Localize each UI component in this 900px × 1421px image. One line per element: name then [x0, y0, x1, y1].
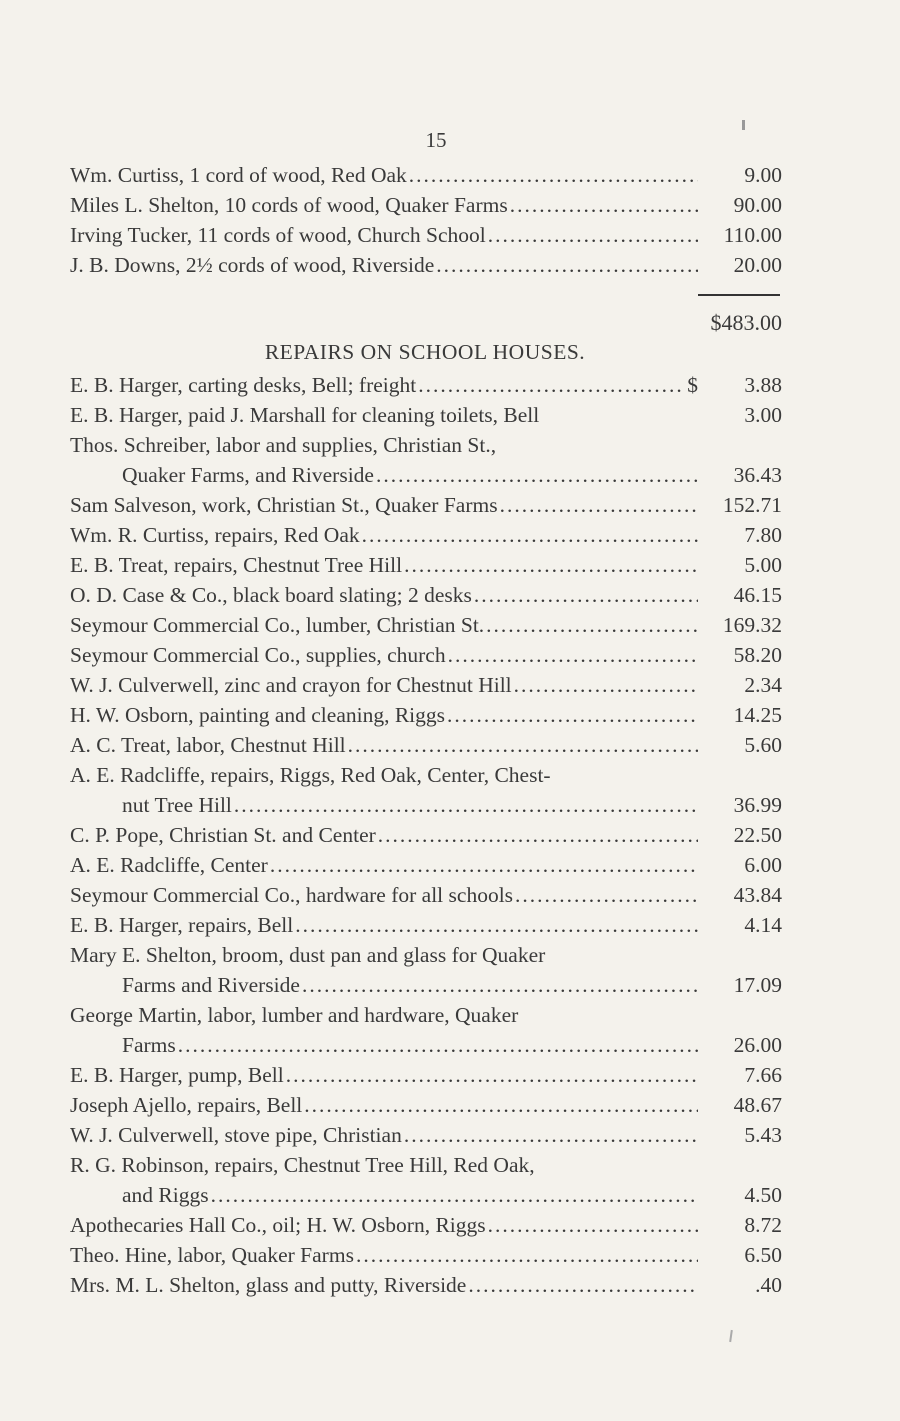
- page-number: 15: [425, 128, 447, 152]
- ledger-row: [70, 1060, 782, 1090]
- entry-amount: 169.32: [722, 613, 782, 637]
- ledger-row: [70, 520, 782, 550]
- entry-amount: 6.50: [744, 1243, 782, 1267]
- ledger-row: [70, 1270, 782, 1300]
- ledger-row-line1: [70, 1150, 782, 1180]
- leader-dots: [402, 550, 698, 580]
- entry-text: C. P. Pope, Christian St. and Center: [70, 823, 376, 847]
- ledger-row: [70, 1210, 782, 1240]
- entry-amount: 4.14: [744, 913, 782, 937]
- entry-text: Joseph Ajello, repairs, Bell: [70, 1093, 303, 1117]
- leader-dots: [232, 790, 698, 820]
- entry-text: E. B. Harger, carting desks, Bell; freight: [70, 373, 417, 397]
- entry-amount: 5.60: [744, 733, 782, 757]
- leader-dots: [434, 250, 698, 280]
- entry-amount: 14.25: [733, 703, 782, 727]
- entry-text: George Martin, labor, lumber and hardware, Quaker: [70, 1003, 519, 1027]
- entry-text: E. B. Harger, pump, Bell: [70, 1063, 284, 1087]
- entry-text: O. D. Case & Co., black board slating; 2 desks: [70, 583, 472, 607]
- entry-amount: 43.84: [733, 883, 782, 907]
- entry-amount: 2.34: [744, 673, 782, 697]
- leader-dots: [486, 1210, 698, 1240]
- ledger-row: [70, 910, 782, 940]
- leader-dots: [209, 1180, 698, 1210]
- ledger-row: [70, 190, 782, 220]
- wood-total: $483.00: [710, 310, 782, 335]
- entry-amount: 5.00: [744, 553, 782, 577]
- leader-dots: [484, 610, 698, 640]
- ledger-row: [70, 820, 782, 850]
- entry-text: Wm. Curtiss, 1 cord of wood, Red Oak: [70, 163, 407, 187]
- ledger-row: [70, 610, 782, 640]
- ledger-row: [70, 700, 782, 730]
- entry-text: Thos. Schreiber, labor and supplies, Christian St.,: [70, 433, 497, 457]
- leader-dots: [472, 580, 698, 610]
- leader-dots: [268, 850, 698, 880]
- entry-text: A. E. Radcliffe, repairs, Riggs, Red Oak, Center, Chest-: [70, 763, 551, 787]
- entry-amount: 46.15: [733, 583, 782, 607]
- entry-amount: 58.20: [733, 643, 782, 667]
- entry-amount: 7.66: [744, 1063, 782, 1087]
- ledger-row: [70, 370, 782, 400]
- entry-text: J. B. Downs, 2½ cords of wood, Riverside: [70, 253, 435, 277]
- entry-text: Apothecaries Hall Co., oil; H. W. Osborn, Riggs: [70, 1213, 486, 1237]
- entry-text: A. C. Treat, labor, Chestnut Hill: [70, 733, 346, 757]
- leader-dots: [498, 490, 698, 520]
- entry-text: Wm. R. Curtiss, repairs, Red Oak: [70, 523, 360, 547]
- entry-amount: 26.00: [733, 1033, 782, 1057]
- ledger-row: [70, 970, 782, 1000]
- sum-rule: [698, 294, 780, 296]
- entry-text: nut Tree Hill: [122, 793, 232, 817]
- wood-entries: [70, 160, 782, 280]
- entry-text: H. W. Osborn, painting and cleaning, Riggs: [70, 703, 446, 727]
- entry-text: Mary E. Shelton, broom, dust pan and glass for Quaker: [70, 943, 546, 967]
- entry-amount: .40: [755, 1273, 782, 1297]
- ledger-row-line1: [70, 430, 782, 460]
- ledger-row: [70, 250, 782, 280]
- ledger-row: [70, 850, 782, 880]
- entry-text: Irving Tucker, 11 cords of wood, Church School: [70, 223, 486, 247]
- entry-amount: 36.43: [733, 463, 782, 487]
- leader-dots: [354, 1240, 698, 1270]
- ledger-row: [70, 1090, 782, 1120]
- entry-amount: 110.00: [723, 223, 782, 247]
- leader-dots: [508, 190, 698, 220]
- leader-dots: [302, 1090, 698, 1120]
- leader-dots: [300, 970, 698, 1000]
- leader-dots: [346, 730, 698, 760]
- ledger-row: [70, 460, 782, 490]
- repairs-entries: [70, 370, 782, 1300]
- entry-text: and Riggs: [122, 1183, 209, 1207]
- entry-text: Mrs. M. L. Shelton, glass and putty, Riverside: [70, 1273, 467, 1297]
- ledger-row-line1: [70, 1000, 782, 1030]
- dollar-sign: $: [687, 373, 698, 397]
- entry-amount: 9.00: [744, 163, 782, 187]
- leader-dots: [446, 640, 698, 670]
- leader-dots: [402, 1120, 698, 1150]
- leader-dots: [466, 1270, 698, 1300]
- ledger-row: [70, 550, 782, 580]
- entry-amount: 5.43: [744, 1123, 782, 1147]
- ledger-row: [70, 1120, 782, 1150]
- ledger-row: [70, 160, 782, 190]
- ledger-row: [70, 1030, 782, 1060]
- ledger-row: [70, 670, 782, 700]
- entry-text: Miles L. Shelton, 10 cords of wood, Quaker Farms: [70, 193, 508, 217]
- ledger-row: [70, 730, 782, 760]
- ledger-row: [70, 490, 782, 520]
- leader-dots: [360, 520, 698, 550]
- entry-amount: 4.50: [744, 1183, 782, 1207]
- ledger-row: [70, 220, 782, 250]
- entry-text: Farms and Riverside: [122, 973, 300, 997]
- entry-amount: 17.09: [733, 973, 782, 997]
- entry-text: E. B. Harger, paid J. Marshall for cleaning toilets, Bell: [70, 403, 540, 427]
- entry-text: E. B. Treat, repairs, Chestnut Tree Hill: [70, 553, 403, 577]
- ink-speck: [729, 1330, 733, 1342]
- entry-text: W. J. Culverwell, stove pipe, Christian: [70, 1123, 402, 1147]
- ledger-row: [70, 1180, 782, 1210]
- ledger-row: [70, 400, 782, 430]
- entry-amount: 22.50: [733, 823, 782, 847]
- ledger-row: [70, 1240, 782, 1270]
- entry-amount: 6.00: [744, 853, 782, 877]
- leader-dots: [293, 910, 698, 940]
- leader-dots: [374, 460, 698, 490]
- entry-text: Sam Salveson, work, Christian St., Quaker Farms: [70, 493, 498, 517]
- entry-text: A. E. Radcliffe, Center: [70, 853, 268, 877]
- leader-dots: [407, 160, 698, 190]
- leader-dots: [512, 670, 698, 700]
- entry-amount: 90.00: [733, 193, 782, 217]
- entry-text: Seymour Commercial Co., hardware for all schools: [70, 883, 514, 907]
- leader-dots: [445, 700, 698, 730]
- entry-amount: 36.99: [733, 793, 782, 817]
- entry-amount: 7.80: [744, 523, 782, 547]
- entry-text: W. J. Culverwell, zinc and crayon for Chestnut Hill: [70, 673, 512, 697]
- entry-text: R. G. Robinson, repairs, Chestnut Tree Hill, Red Oak,: [70, 1153, 535, 1177]
- section-heading: REPAIRS ON SCHOOL HOUSES.: [264, 340, 586, 364]
- entry-text: E. B. Harger, repairs, Bell: [70, 913, 294, 937]
- entry-amount: 3.88: [744, 373, 782, 397]
- ledger-row: [70, 790, 782, 820]
- leader-dots: [376, 820, 698, 850]
- leader-dots: [284, 1060, 698, 1090]
- leader-dots: [513, 880, 698, 910]
- ledger-row: [70, 880, 782, 910]
- leader-dots: [416, 370, 684, 400]
- leader-dots: [486, 220, 698, 250]
- entry-text: Seymour Commercial Co., supplies, church: [70, 643, 446, 667]
- leader-dots: [176, 1030, 698, 1060]
- ledger-row-line1: [70, 760, 782, 790]
- ledger-row: [70, 640, 782, 670]
- entry-amount: 20.00: [733, 253, 782, 277]
- entry-amount: 152.71: [722, 493, 782, 517]
- entry-amount: 3.00: [744, 403, 782, 427]
- ledger-row-line1: [70, 940, 782, 970]
- entry-text: Quaker Farms, and Riverside: [122, 463, 374, 487]
- entry-amount: 8.72: [744, 1213, 782, 1237]
- entry-text: Seymour Commercial Co., lumber, Christian St.: [70, 613, 485, 637]
- ledger-row: [70, 580, 782, 610]
- entry-text: Farms: [122, 1033, 176, 1057]
- entry-amount: 48.67: [733, 1093, 782, 1117]
- entry-text: Theo. Hine, labor, Quaker Farms: [70, 1243, 354, 1267]
